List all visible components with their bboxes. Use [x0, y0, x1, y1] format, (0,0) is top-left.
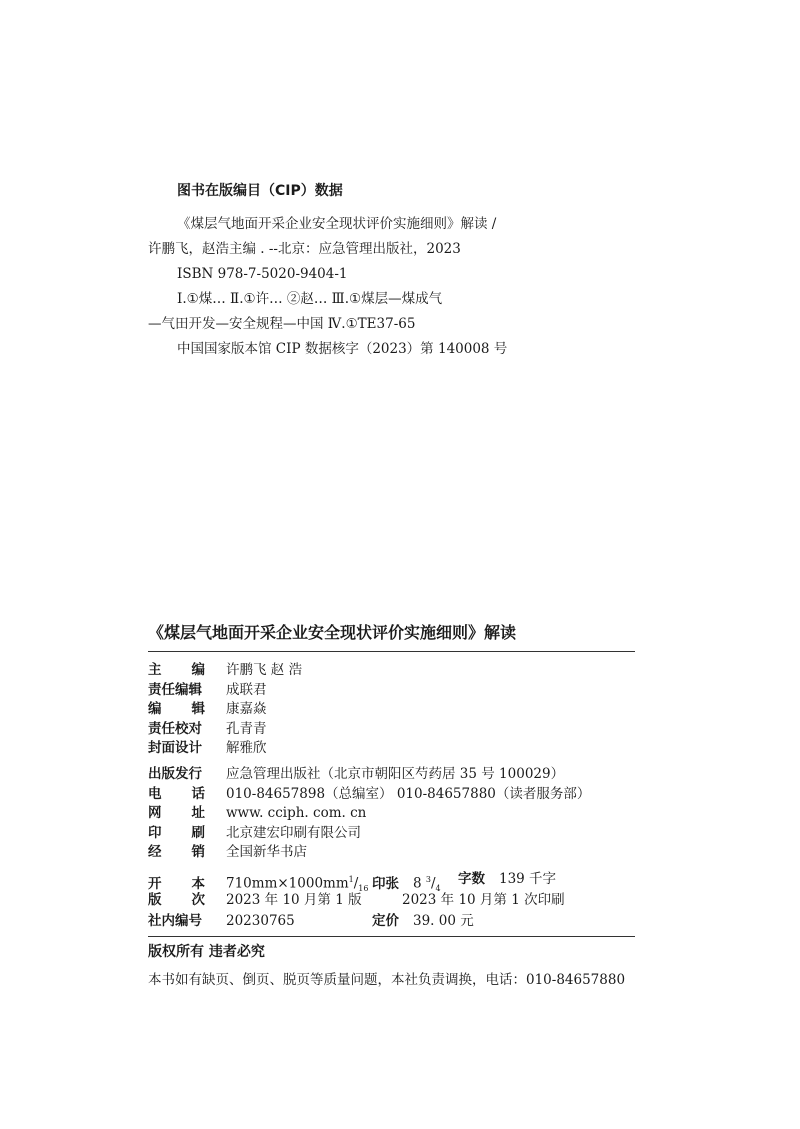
internal-value: 20230765 [226, 913, 295, 929]
publication-row [148, 765, 635, 785]
publication-row [148, 804, 635, 824]
publication-value: 010-84657898（总编室） 010-84657880（读者服务部） [226, 785, 591, 802]
divider-bottom [148, 936, 635, 937]
edition-label: 版次 [148, 892, 235, 908]
cip-line-classification-2: —气田开发—安全规程—中国 Ⅳ.①TE37-65 [148, 316, 416, 332]
printing-value: 2023 年 10 月第 1 次印刷 [402, 892, 565, 908]
publication-label: 出版发行 [148, 766, 202, 782]
credit-label: 主编 [148, 662, 235, 678]
credit-value: 孔青青 [226, 720, 267, 737]
credit-label: 责任校对 [148, 720, 202, 737]
credit-label: 编辑 [148, 701, 235, 717]
credit-value: 解雅欣 [226, 740, 267, 756]
words [458, 869, 556, 890]
credit-row [148, 661, 635, 681]
specs-block [148, 869, 635, 935]
publication-label: 经销 [148, 844, 235, 860]
credit-row [148, 739, 635, 759]
cip-line-approval: 中国国家版本馆 CIP 数据核字（2023）第 140008 号 [177, 341, 508, 357]
price-value: 39. 00 元 [413, 913, 474, 929]
credit-row [148, 700, 635, 720]
publication-label: 网址 [148, 805, 235, 821]
format-value: $710mm\times 1000mm^1/_{16}$ [226, 875, 369, 894]
price [372, 911, 474, 932]
sheets-denominator: 4 [435, 884, 441, 894]
credit-label: 责任编辑 [148, 681, 202, 698]
words-value: 139 千字 [499, 871, 557, 887]
publication-row [148, 785, 635, 805]
spec-row-internal [148, 911, 635, 932]
credit-row [148, 720, 635, 740]
spec-row-format [148, 869, 635, 894]
words-label: 字数 [458, 871, 485, 887]
credit-value: 许鹏飞 赵 浩 [226, 662, 303, 678]
price-label: 定价 [372, 913, 399, 929]
cip-heading: 图书在版编目（CIP）数据 [177, 183, 343, 199]
credit-value: 康嘉焱 [226, 701, 267, 717]
cip-line-classification-1: Ⅰ.①煤… Ⅱ.①许… ②赵… Ⅲ.①煤层—煤成气 [177, 291, 443, 307]
publication-row [148, 843, 635, 863]
credit-row [148, 681, 635, 701]
sheets-label: 印张 [372, 875, 399, 892]
sheets-whole: 8 [413, 875, 422, 892]
publication-block [148, 765, 635, 863]
publication-label: 电话 [148, 785, 235, 802]
quality-notice: 本书如有缺页、倒页、脱页等质量问题，本社负责调换，电话：010-84657880 [148, 972, 626, 988]
cip-line-title: 《煤层气地面开采企业安全现状评价实施细则》解读 / [177, 216, 497, 232]
credit-value: 成联君 [226, 681, 267, 698]
format-numerator: 1 [348, 875, 354, 884]
publication-label: 印刷 [148, 824, 235, 841]
publication-value: www. cciph. com. cn [226, 805, 367, 821]
cip-line-editors: 许鹏飞，赵浩主编 . --北京：应急管理出版社，2023 [148, 241, 461, 257]
format-prefix: 710mm×1000mm [226, 875, 349, 892]
publication-row [148, 824, 635, 844]
credits-block [148, 661, 635, 759]
sheets-numerator: 3 [425, 875, 431, 884]
copyright-statement: 版权所有 违者必究 [148, 944, 265, 960]
credit-label: 封面设计 [148, 740, 202, 756]
format-denominator: 16 [358, 884, 369, 894]
cip-record [148, 212, 568, 362]
cip-line-isbn: ISBN 978-7-5020-9404-1 [177, 266, 348, 282]
spec-row-edition [148, 890, 635, 911]
publication-value: 应急管理出版社（北京市朝阳区芍药居 35 号 100029） [226, 766, 565, 782]
publication-value: 北京建宏印刷有限公司 [226, 824, 361, 841]
book-title: 《煤层气地面开采企业安全现状评价实施细则》解读 [148, 623, 517, 642]
edition-value: 2023 年 10 月第 1 版 [226, 892, 362, 908]
publication-value: 全国新华书店 [226, 844, 307, 860]
sheets: 印张 8 $^3/_4$ [372, 875, 441, 894]
divider-top [148, 651, 635, 652]
format-label: 开本 [148, 875, 235, 892]
internal-label: 社内编号 [148, 913, 202, 929]
